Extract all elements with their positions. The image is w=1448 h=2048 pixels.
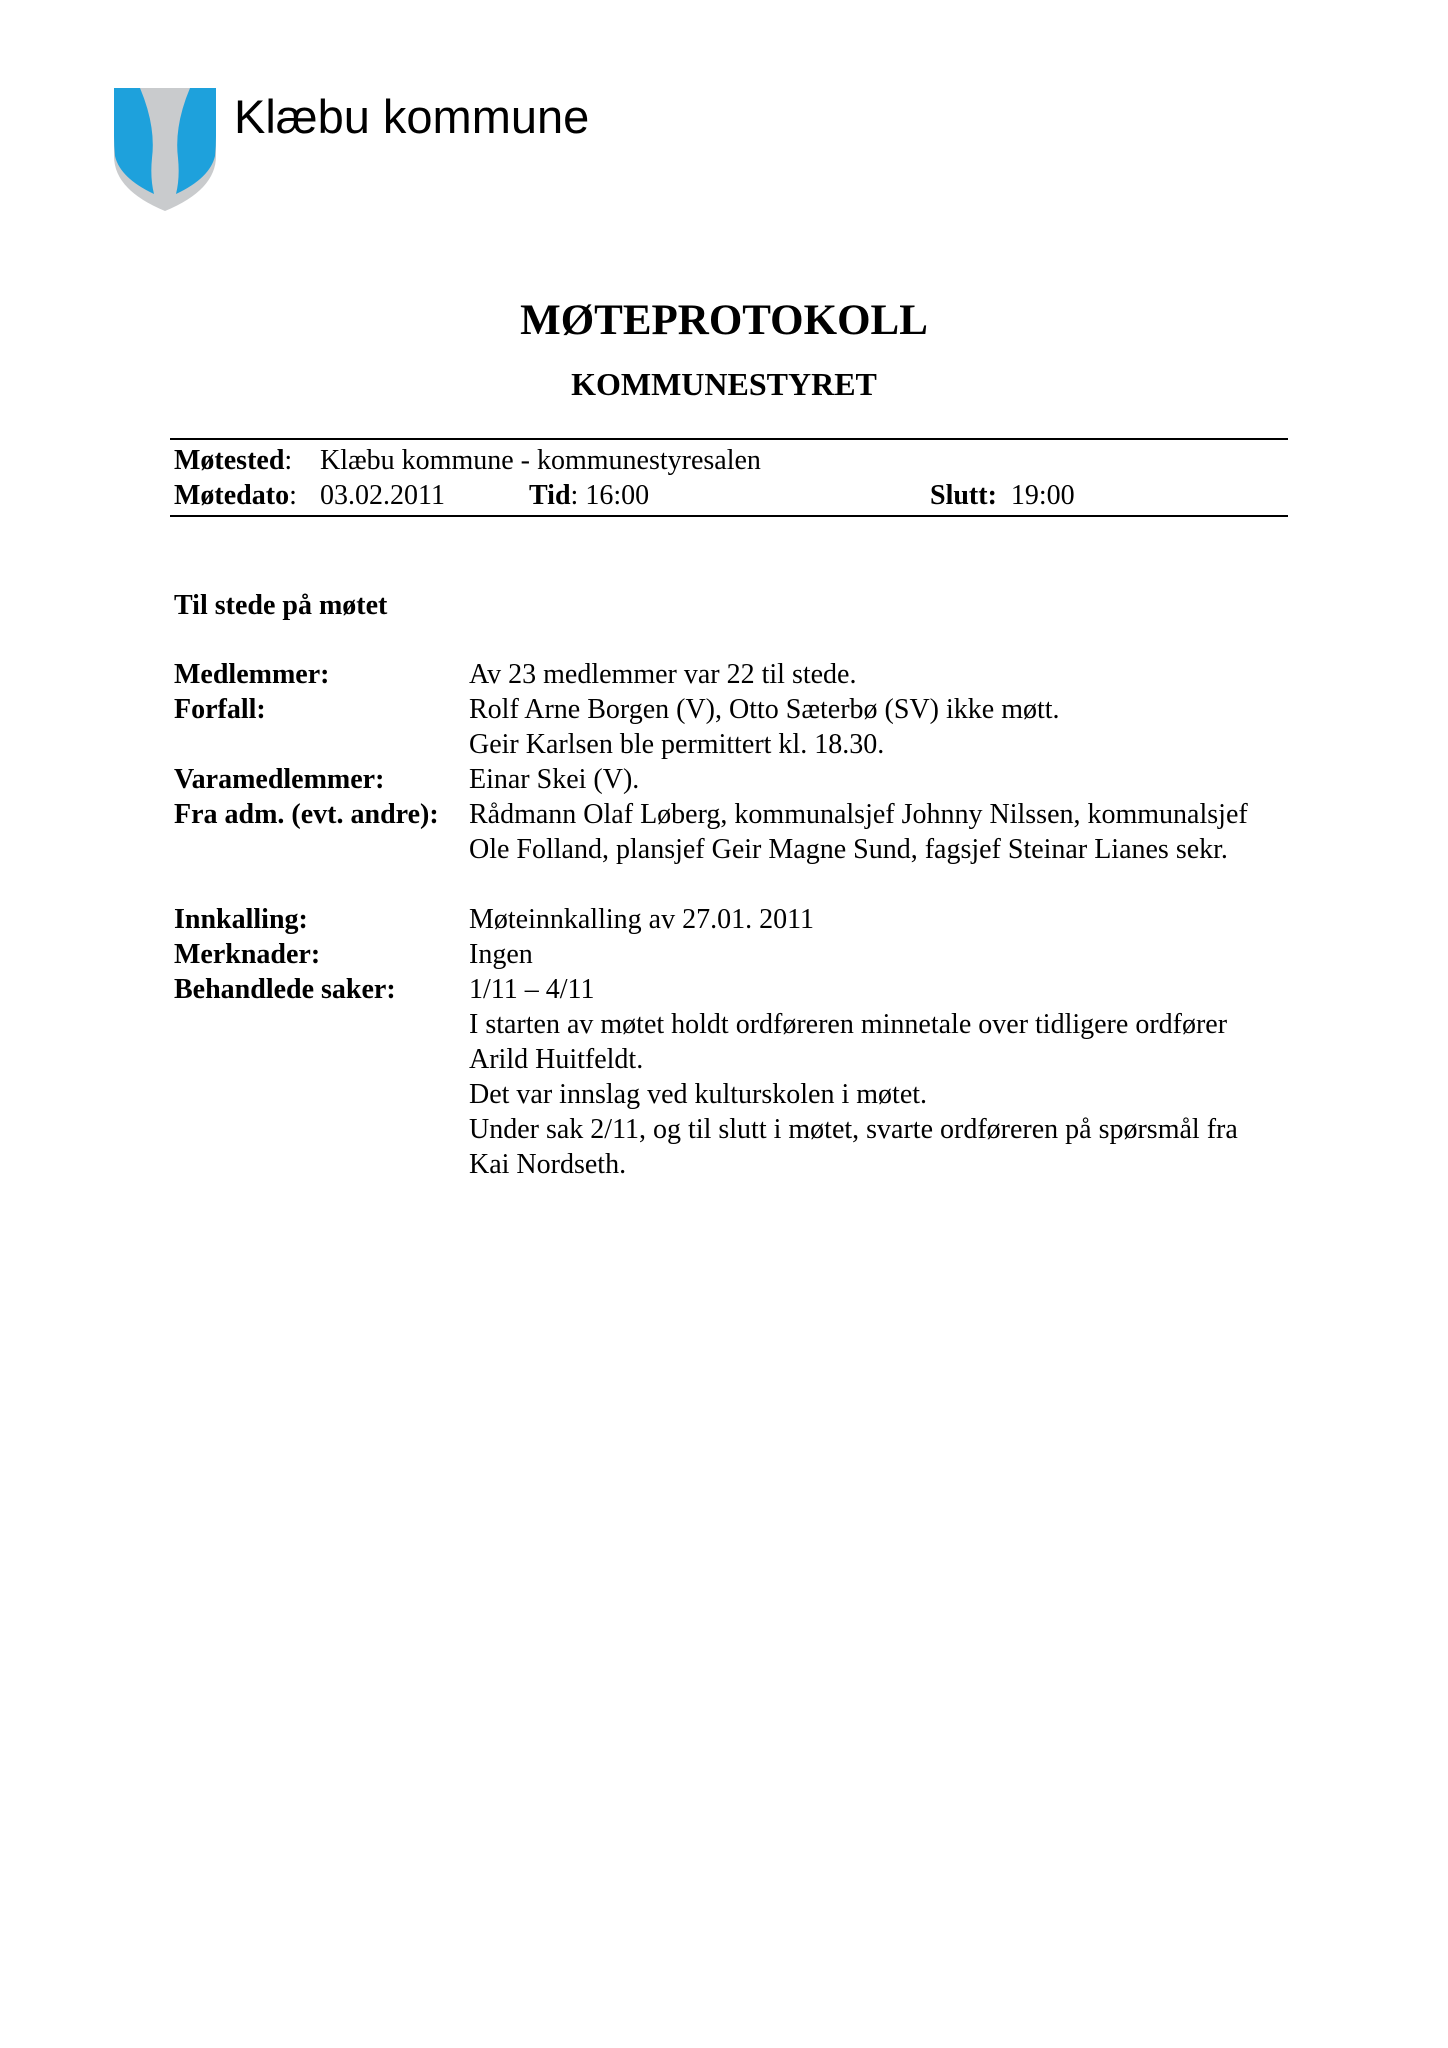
meeting-date-colon: :	[289, 480, 297, 511]
meeting-time-value: 16:00	[585, 480, 650, 511]
remarks-label: Merknader:	[174, 939, 321, 970]
cases-line: Kai Nordseth.	[469, 1149, 627, 1180]
attendance-heading: Til stede på møtet	[174, 590, 388, 621]
document-subtitle: KOMMUNESTYRET	[571, 366, 877, 402]
meeting-place-colon: :	[284, 445, 293, 476]
top-divider	[170, 438, 1288, 440]
admin-label: Fra adm. (evt. andre):	[174, 799, 439, 830]
meeting-time-label: Tid	[529, 480, 571, 511]
absent-line: Rolf Arne Borgen (V), Otto Sæterbø (SV) ikke møtt.	[469, 694, 1060, 725]
meeting-place-label: Møtested	[174, 445, 285, 476]
cases-label: Behandlede saker:	[174, 974, 396, 1005]
cases-line: Arild Huitfeldt.	[469, 1044, 644, 1075]
meeting-place-row	[174, 444, 292, 478]
meeting-end-row	[930, 479, 1075, 513]
deputies-label: Varamedlemmer:	[174, 764, 385, 795]
meeting-date-row	[174, 479, 297, 513]
members-value: Av 23 medlemmer var 22 til stede.	[469, 659, 857, 690]
meeting-end-value: 19:00	[1010, 480, 1075, 511]
absent-line: Geir Karlsen ble permittert kl. 18.30.	[469, 729, 885, 760]
remarks-value: Ingen	[469, 939, 533, 970]
organization-name: Klæbu kommune	[234, 90, 590, 143]
summons-value: Møteinnkalling av 27.01. 2011	[469, 904, 815, 935]
meeting-end-label: Slutt:	[930, 480, 997, 511]
cases-line: Det var innslag ved kulturskolen i møtet.	[469, 1079, 928, 1110]
cases-line: Under sak 2/11, og til slutt i møtet, svarte ordføreren på spørsmål fra	[469, 1114, 1238, 1145]
bottom-divider	[170, 515, 1288, 517]
meeting-time-row	[529, 479, 649, 513]
absent-label: Forfall:	[174, 694, 266, 725]
cases-line: I starten av møtet holdt ordføreren minnetale over tidligere ordfører	[469, 1009, 1228, 1040]
members-label: Medlemmer:	[174, 659, 330, 690]
admin-line: Ole Folland, plansjef Geir Magne Sund, fagsjef Steinar Lianes sekr.	[469, 834, 1228, 865]
document-title: MØTEPROTOKOLL	[520, 297, 928, 344]
cases-line: 1/11 – 4/11	[469, 974, 595, 1005]
coat-of-arms-icon	[112, 86, 218, 212]
deputies-value: Einar Skei (V).	[469, 764, 640, 795]
summons-label: Innkalling:	[174, 904, 308, 935]
meeting-place-value: Klæbu kommune - kommunestyresalen	[320, 445, 761, 476]
meeting-date-label: Møtedato	[174, 480, 290, 511]
meeting-time-colon: :	[570, 480, 579, 511]
meeting-date-value: 03.02.2011	[320, 480, 445, 511]
admin-line: Rådmann Olaf Løberg, kommunalsjef Johnny Nilssen, kommunalsjef	[469, 799, 1248, 830]
